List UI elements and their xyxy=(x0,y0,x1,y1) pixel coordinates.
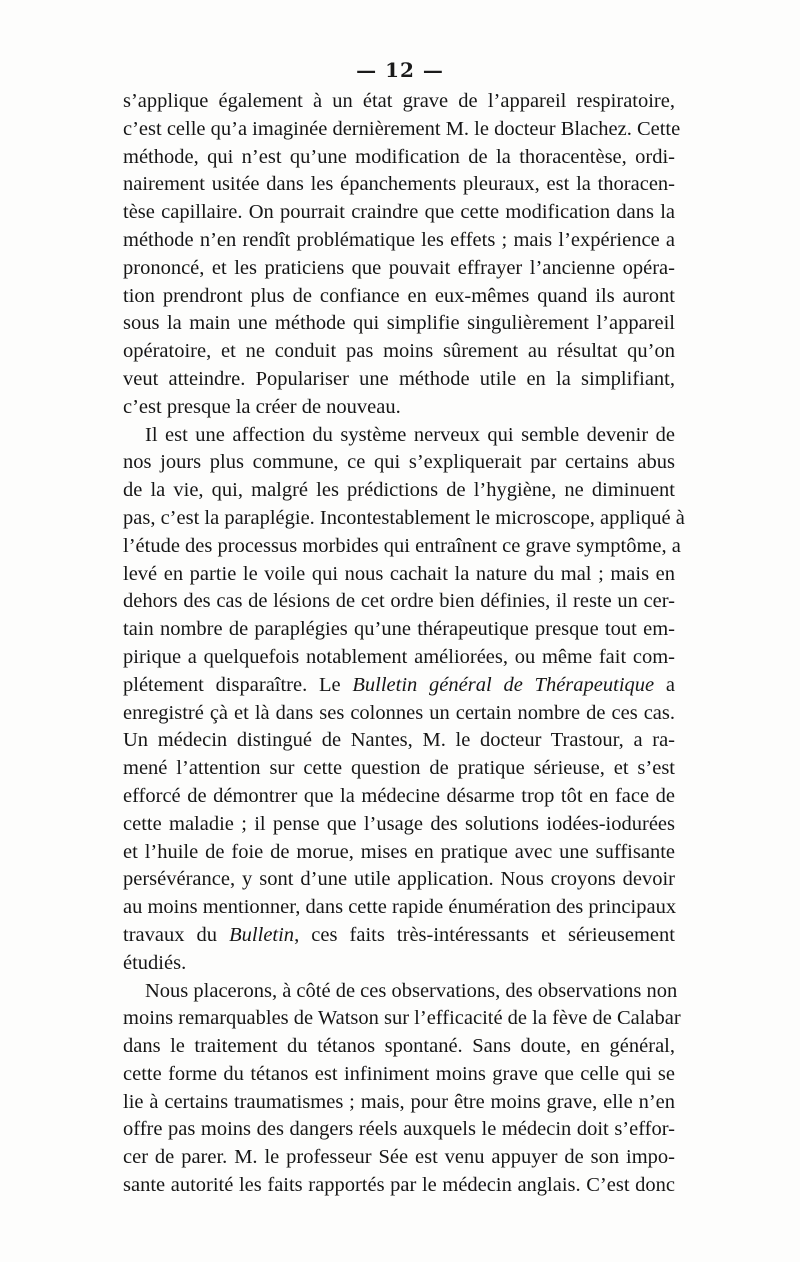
paragraph-3 xyxy=(123,978,681,1200)
text-line: Un médecin distingué de Nantes, M. le docteur Trastour, a ra- xyxy=(123,729,675,752)
text-line: tèse capillaire. On pourrait craindre que cette modification dans la xyxy=(123,201,675,224)
text-line: tain nombre de paraplégies qu’une thérapeutique presque tout em- xyxy=(123,618,675,641)
text-line: Nous placerons, à côté de ces observations, des observations non xyxy=(145,979,678,1002)
text-line: méthode, qui n’est qu’une modification de la thoracentèse, ordi- xyxy=(123,145,675,168)
text-line: cette forme du tétanos est infiniment moins grave que celle qui se xyxy=(123,1062,675,1085)
text-line: mené l’attention sur cette question de pratique sérieuse, et s’est xyxy=(123,757,675,780)
text-line: pas, c’est la paraplégie. Incontestablement le microscope, appliqué à xyxy=(123,506,685,529)
paragraph-1 xyxy=(123,88,681,422)
text-line: moins remarquables de Watson sur l’efficacité de la fève de Calabar xyxy=(123,1007,681,1030)
text-line: de la vie, qui, malgré les prédictions de l’hygiène, ne diminuent xyxy=(123,479,675,502)
text-line: tion prendront plus de confiance en eux-mêmes quand ils auront xyxy=(123,284,675,307)
text-line: et l’huile de foie de morue, mises en pratique avec une suffisante xyxy=(123,840,675,863)
text-line: nairement usitée dans les épanchements pleuraux, est la thoracen- xyxy=(123,173,675,196)
text-line: opératoire, et ne conduit pas moins sûrement au résultat qu’on xyxy=(123,340,675,363)
italic-title: Bulletin xyxy=(229,923,295,946)
text-line: sante autorité les faits rapportés par le médecin anglais. C’est donc xyxy=(123,1174,675,1197)
text-line: l’étude des processus morbides qui entraînent ce grave symptôme, a xyxy=(123,534,681,557)
text-line: nos jours plus commune, ce qui s’expliquerait par certains abus xyxy=(123,451,675,474)
body-text xyxy=(123,88,685,1200)
text-line: lie à certains traumatismes ; mais, pour être moins grave, elle n’en xyxy=(123,1090,675,1113)
text-line: étudiés. xyxy=(123,951,187,974)
italic-title: Bulletin général de Thérapeutique xyxy=(352,673,655,696)
text-line: au moins mentionner, dans cette rapide énumération des principaux xyxy=(123,896,677,919)
text-line: prononcé, et les praticiens que pouvait effrayer l’ancienne opéra- xyxy=(123,256,675,279)
text-line: cette maladie ; il pense que l’usage des solutions iodées-iodurées xyxy=(123,812,675,835)
text-line: dans le traitement du tétanos spontané. Sans doute, en général, xyxy=(123,1035,675,1058)
text-line: persévérance, y sont d’une utile application. Nous croyons devoir xyxy=(123,868,675,891)
text-line: dehors des cas de lésions de cet ordre bien définies, il reste un cer- xyxy=(123,590,675,613)
text-line: s’applique également à un état grave de l’appareil respiratoire, xyxy=(123,90,675,112)
text-line: efforcé de démontrer que la médecine désarme trop tôt en face de xyxy=(123,784,675,807)
text-line: Il est une affection du système nerveux qui semble devenir de xyxy=(145,423,675,446)
text-line: veut atteindre. Populariser une méthode utile en la simplifiant, xyxy=(123,367,675,390)
text-line: c’est presque la créer de nouveau. xyxy=(123,395,401,418)
paragraph-2 xyxy=(123,422,685,978)
text-line: plétement disparaître. Le Bulletin général de Thérapeutique a xyxy=(123,673,675,696)
text-line: offre pas moins des dangers réels auxquels le médecin doit s’effor- xyxy=(123,1118,675,1141)
text-line: levé en partie le voile qui nous cachait la nature du mal ; mais en xyxy=(123,562,675,585)
text-line: cer de parer. M. le professeur Sée est venu appuyer de son impo- xyxy=(123,1146,675,1169)
text-line: méthode n’en rendît problématique les effets ; mais l’expérience a xyxy=(123,228,675,251)
text-line: travaux du Bulletin, ces faits très-intéressants et sérieusement xyxy=(123,923,675,946)
text-line: sous la main une méthode qui simplifie singulièrement l’appareil xyxy=(123,312,675,335)
text-line: pirique a quelquefois notablement améliorées, ou même fait com- xyxy=(123,645,675,668)
text-line: c’est celle qu’a imaginée dernièrement M. le docteur Blachez. Cette xyxy=(123,117,681,140)
text-line: enregistré çà et là dans ses colonnes un certain nombre de ces cas. xyxy=(123,701,675,724)
page-number: — 12 — xyxy=(356,58,444,82)
